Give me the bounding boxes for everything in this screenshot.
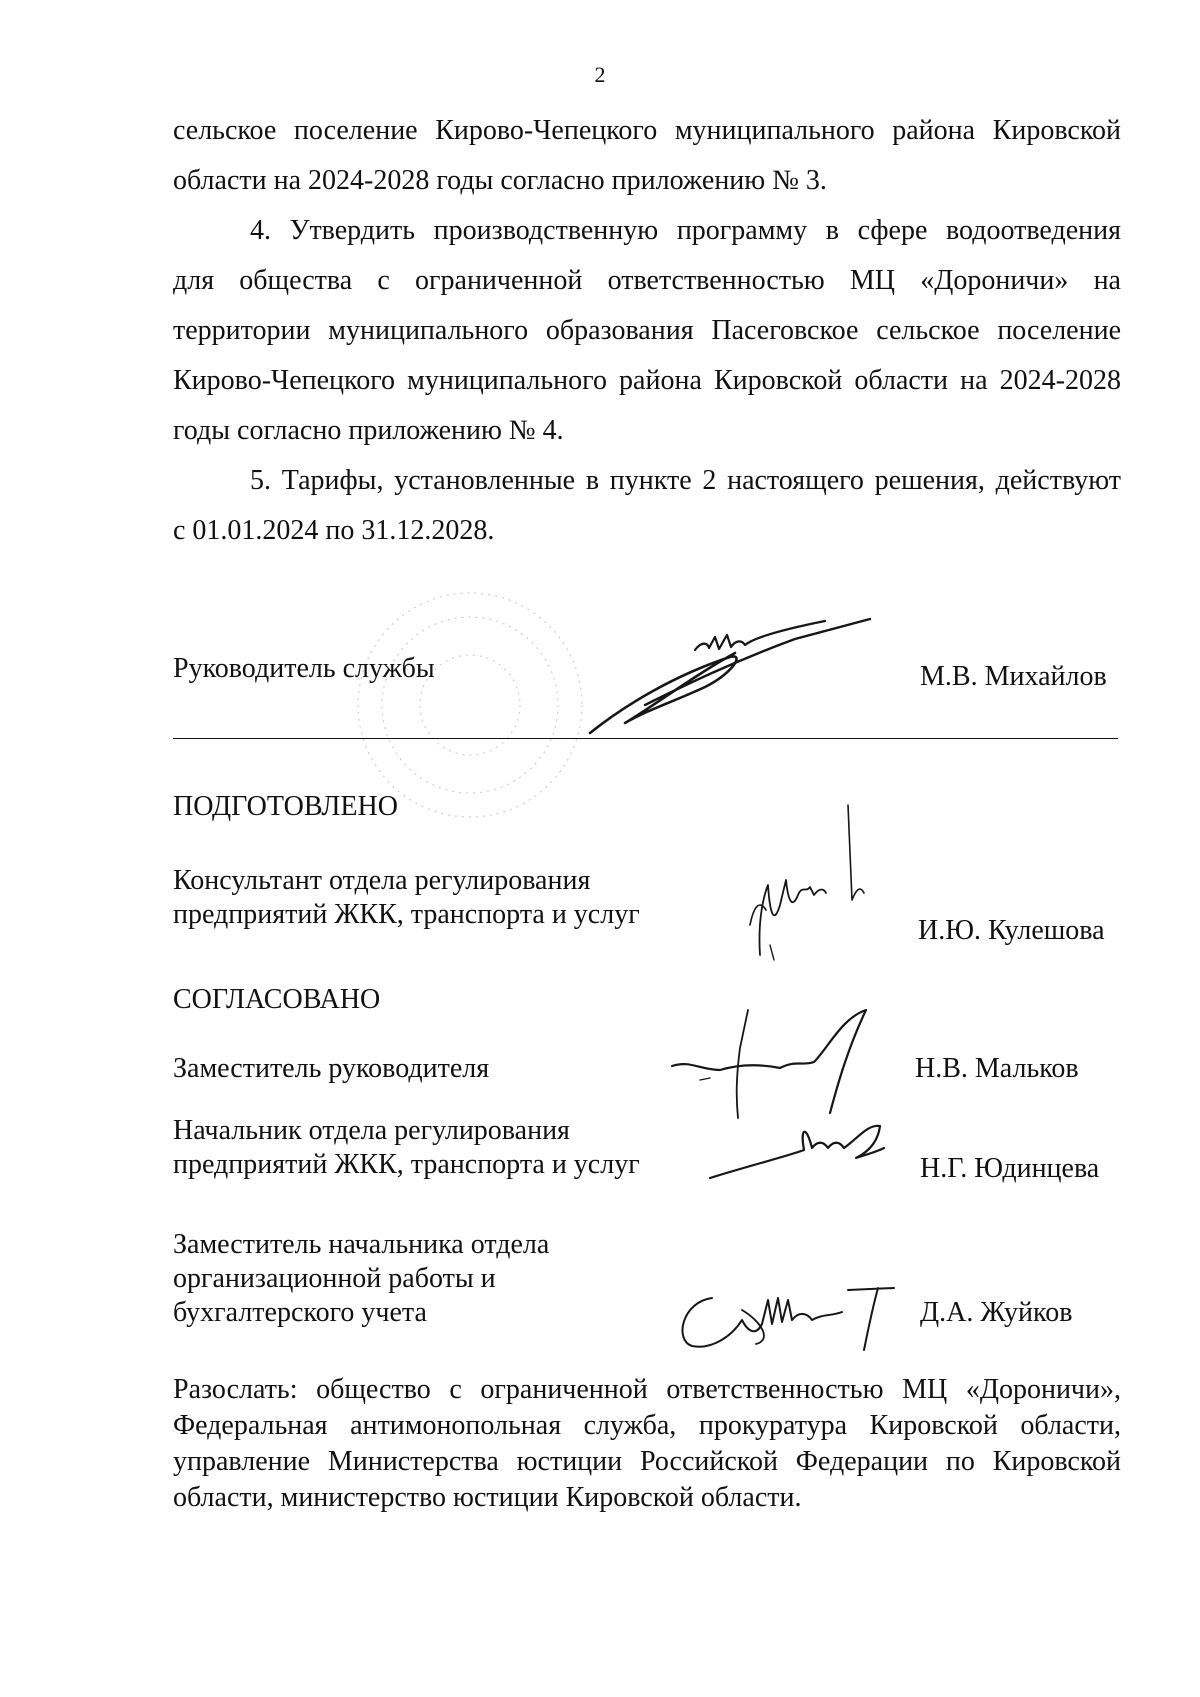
text-line: для общества с ограниченной ответственностью МЦ «Дороничи» на: [173, 265, 1121, 296]
paragraph-item-5: [173, 456, 1121, 556]
text-line: сельское поселение Кирово-Чепецкого муниципального района Кировской: [173, 115, 1121, 146]
signer-3-position-line: организационной работы и: [173, 1263, 496, 1294]
prepared-name: И.Ю. Кулешова: [918, 915, 1105, 946]
yudintseva-signature: [708, 1118, 888, 1183]
text-line: 5. Тарифы, установленные в пункте 2 настоящего решения, действуют: [250, 465, 1121, 496]
signer-2-name: Н.Г. Юдинцева: [920, 1153, 1100, 1184]
signer-2-position-line: предприятий ЖКК, транспорта и услуг: [173, 1149, 640, 1180]
agreed-heading: СОГЛАСОВАНО: [173, 984, 381, 1015]
text-line: Кирово-Чепецкого муниципального района Кировской области на 2024-2028: [173, 365, 1121, 396]
paragraph-continuation: [173, 106, 1121, 206]
text-line: годы согласно приложению № 4.: [173, 415, 564, 446]
text-line: области на 2024-2028 годы согласно приложению № 3.: [173, 165, 827, 196]
official-stamp: [340, 585, 600, 825]
distribution-list: [173, 1372, 1121, 1516]
text-line: территории муниципального образования Пасеговское сельское поселение: [173, 315, 1121, 346]
head-title: Руководитель службы: [173, 653, 435, 684]
text-line: 4. Утвердить производственную программу в сфере водоотведения: [250, 215, 1121, 246]
signer-3-name: Д.А. Жуйков: [920, 1297, 1073, 1328]
text-line: области, министерство юстиции Кировской области.: [173, 1482, 802, 1513]
head-signature: [585, 615, 885, 740]
text-line: управление Министерства юстиции Российской Федерации по Кировской: [173, 1446, 1121, 1477]
text-line: с 01.01.2024 по 31.12.2028.: [173, 515, 495, 546]
kuleshova-signature: [740, 805, 880, 965]
signer-1-name: Н.В. Мальков: [915, 1053, 1079, 1084]
text-line: Федеральная антимонопольная служба, прокуратура Кировской области,: [173, 1410, 1121, 1441]
malkov-signature: [670, 1008, 880, 1123]
head-name: М.В. Михайлов: [920, 661, 1107, 692]
signer-2-position-line: Начальник отдела регулирования: [173, 1115, 570, 1146]
paragraph-item-4: [173, 206, 1121, 456]
text-line: Разослать: общество с ограниченной ответственностью МЦ «Дороничи»,: [173, 1374, 1121, 1405]
zhuikov-signature: [672, 1280, 897, 1355]
signer-1-position: Заместитель руководителя: [173, 1053, 490, 1084]
prepared-position-line: Консультант отдела регулирования: [173, 865, 591, 896]
separator-line: [173, 738, 1118, 739]
signer-3-position-line: бухгалтерского учета: [173, 1297, 427, 1328]
page-number: 2: [594, 62, 606, 87]
prepared-heading: ПОДГОТОВЛЕНО: [173, 791, 398, 822]
signer-3-position-line: Заместитель начальника отдела: [173, 1229, 550, 1260]
prepared-position-line: предприятий ЖКК, транспорта и услуг: [173, 899, 640, 930]
